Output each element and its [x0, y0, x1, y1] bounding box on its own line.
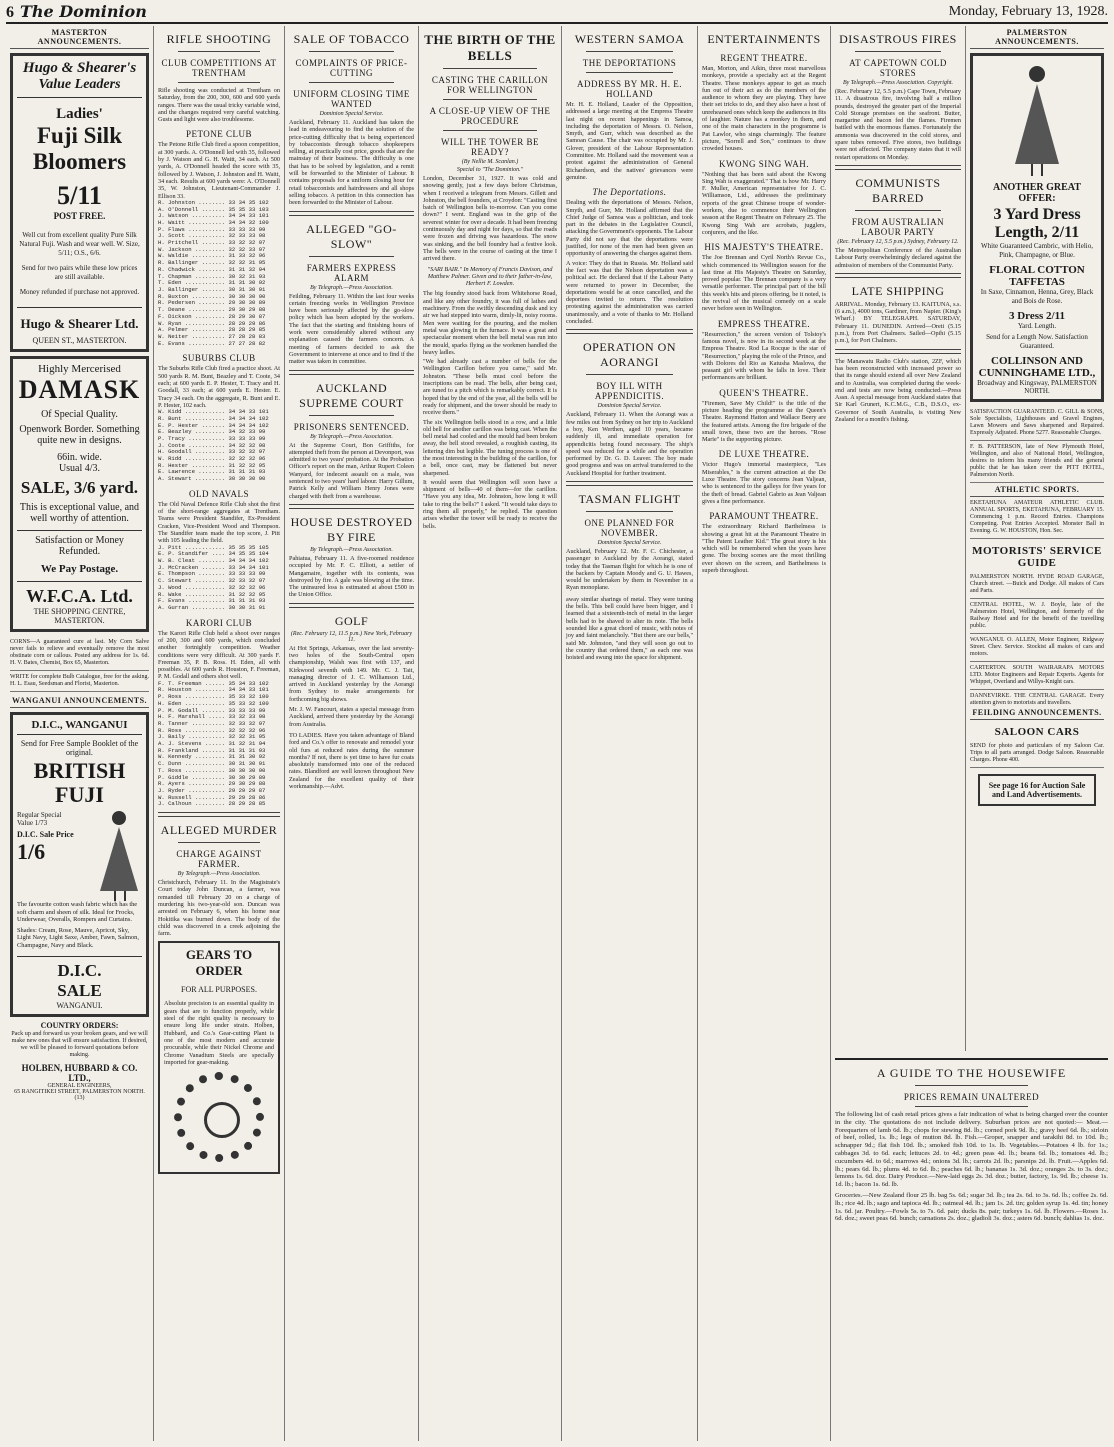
headline-alleged-murder: ALLEGED MURDER: [160, 823, 278, 838]
country-orders-title: COUNTRY ORDERS:: [40, 1020, 119, 1030]
headline-communists-barred: COMMUNISTS BARRED: [855, 175, 941, 205]
gear-icon: [174, 1072, 264, 1162]
motor-listing: PALMERSTON NORTH. HYDE ROAD GARAGE, Church street. —Buick and Dodge. All makes of Cars and Parts.: [970, 571, 1104, 599]
headline-birth-of-bells: THE BIRTH OF THE BELLS: [424, 32, 556, 63]
ad-product: BRITISH FUJI: [33, 758, 126, 807]
ad-postage: We Pay Postage.: [40, 563, 119, 575]
bells-text-2: The big foundry stood back from Whitehorse Road, and like any other foundry, it was full of lathes and machinery. From the swiftly descending dusk and icy air we had stepped into warm, dimly-lit, noisy rooms. Men were waiting for the pouring, and the molten metal was glowing in the furnace. It was a great and spectacular moment when the bell metal was run into the mould, sparks flying as the workmen handled the heavy ladles.: [423, 290, 557, 356]
headline-entertainments: ENTERTAINMENTS: [707, 32, 821, 46]
communists-text: The Metropolitan Conference of the Australian Labour Party overwhelmingly declared against the admission of members of the Communist Party.: [835, 246, 961, 269]
bells-text-3: "We had already cast a number of bells for the Wellington Carillon before you came," said Mr. Johnston. "These bells must cool before the inscriptions can be read. The bells, after being cast, are tuned to a pitch which is remarkably correct. It is hoped that by the end of the year, all the bells will be ready for shipment, and the tower should be ready to receive them.": [423, 358, 557, 417]
ad-address: QUEEN ST., MASTERTON.: [32, 336, 127, 345]
ad-price: 5/11: [57, 181, 102, 210]
shipping-text: ARRIVAL. Monday, February 13. KAITUNA, s.s. (6 a.m.), 4000 tons, Gardiner, from Napier. (King's Wharf.) BY TELEGRAPH. SATURDAY, February 11. DUNEDIN. Arrived—Oreti (5.15 p.m.), from Port Chalmers. Sailed—Opihi (5.15 p.m.), for Port Chalmers.: [835, 300, 961, 345]
ad-firm: W.F.C.A. Ltd.: [17, 581, 142, 607]
subhead-price-cutting: COMPLAINTS OF PRICE-CUTTING: [295, 58, 408, 78]
ad-usual-price: Usual 4/3.: [58, 463, 101, 474]
subhead-his-majestys: HIS MAJESTY'S THEATRE.: [704, 242, 824, 253]
to-ladies-text: TO LADIES. Have you taken advantage of Bland ford and Co.'s offer to renovate and remodel your old furs at reduced rates during the summer months? If not, there is yet time to have fur coats absolutely transformed into one of the reduced rates. Blandford are well known throughout New Zealand for the excellent quality of their workmanship.—Advt.: [289, 731, 414, 791]
subhead-paramount-theatre: PARAMOUNT THEATRE.: [709, 511, 819, 522]
ad-size: 66in. wide.: [57, 452, 102, 463]
ad-line: Send for Free Sample Booklet of the original.: [20, 739, 139, 757]
empress-text: "Resurrection," the screen version of Tolstoy's famous novel, is now in its second week at the Empress Theatre. Rod La Rocque is the star of "Resurrection," playing the role of the Prince, and with Dolores del Rio as Katusha Maslova, the peasant girl with whom he falls in love. Their performances are brilliant.: [702, 330, 826, 382]
tobacco-text: Auckland, February 11. Auckland has taken the lead in endeavouring to find the solution of the price-cutting difficulty that is being experienced by tobacconists through tobacco shopkeepers selling, at practically cost price, goods that are the mainstay of their business. The difficulty is one that has to be solved by legislation, and a remit will be forwarded to the Minister of Labour. It contains proposals for a uniform closing hour for retail tobacconists and hairdressers and all shops selling tobacco. A petition in this connection has been forwarded to the Minister of Labour.: [289, 119, 414, 207]
petone-scores: R. Johnston ........ 33 34 35 102 A. O'Donnell ....... 35 35 33 103 J. Watson .......... 34 34 33 101 H. Waitt ........... 34 34 32 100 P. Flaws ........... 33 33 33 99 J. Scott ........... 32 33 33 98 H. Pritchell ....... 33 32 32 97 W. Jackson ......... 32 32 33 97 W. Waldie .......... 31 33 32 96 R. Ballinger ....... 32 32 31 95 R. Chadwick ........ 31 31 32 94 T. Chapman ......... 30 32 31 93 T. Eden ............ 31 31 30 92 J. Ballinger ....... 30 31 30 91 R. Buxton .......... 30 30 30 90 R. Pedersen ........ 29 30 30 89 T. Deane ........... 29 30 29 88 F. Dickson ......... 28 29 30 87 W. Ryan ............ 28 29 29 86 A. Pelmer .......... 28 28 29 85 W. Neiter .......... 27 28 28 83 E. Evans ........... 27 27 28 82: [158, 198, 269, 347]
subhead-karori-club: KARORI CLUB: [185, 617, 253, 628]
fire-text: Pahiatua, February 11. A five-roomed residence occupied by Mr. F. C. Elliott, a settler of Mangamaire, together with its contents, was destroyed by fire. A gale was blowing at the time. The uninsured loss is estimated at about £500 in the Union Office.: [289, 554, 414, 599]
subhead-regent-theatre: REGENT THEATRE.: [720, 53, 808, 63]
suburbs-scores: W. Kidd ............ 34 34 33 101 R. Bunt ............ 34 34 34 102 E. P. Hester ....... 34 34 34 102 E. Beazley ......... 34 32 33 99 P. Tracy ........... 33 33 33 99 J. Coote ........... 34 32 32 98 H. Goodall ......... 33 32 32 97 W. Ridd ............ 32 32 32 96 R. Hester .......... 31 32 32 95 E. Lawrence ........ 31 31 31 93 A. Stewart ......... 30 30 30 90: [158, 408, 269, 483]
bells-text-4: The six Wellington bells stood in a row, and a little old bell for another carillon was being cast. When the bell metal had cooled and the mould had been broken away, the bell stood revealed, a roughish casting, its lettering dim but legible. The tuning process is one of the most interesting in the building of the carillon, for a bell, once cast, may be flattened but never sharpened.: [423, 418, 557, 477]
holben-firm: HOLBEN, HUBBARD & CO. LTD.,: [21, 1062, 138, 1083]
subhead-farmers-alarm: FARMERS EXPRESS ALARM: [306, 262, 397, 283]
byline: (Rec. February 12, 11.5 p.m.) New York, February 11.: [290, 630, 413, 643]
dic-wanganui-ad: [10, 712, 149, 1017]
subhead-queens-theatre: QUEEN'S THEATRE.: [719, 387, 809, 398]
rifle-intro: Rifle shooting was conducted at Trentham on Saturday, from the 200, 300, 600 and 600 yards ranges. There was the usual tricky variable wind, and the changes required very careful watching. Gusts and light were also troublesome.: [158, 87, 280, 124]
byline: By Telegraph.—Press Association.: [177, 871, 261, 878]
subhead-tower-ready: WILL THE TOWER BE READY?: [441, 137, 539, 157]
bells-text-5: It would seem that Wellington will soon have a shipment of bells—40 of them—for the carillon. "Have you any idea, Mr. Johnston, how long it will take to ring the bells?" I asked. "It would take days to ring them all properly," he replied. The question arises whether the tower will be ready to receive the bells.: [423, 478, 557, 530]
subhead-labour-party: FROM AUSTRALIAN LABOUR PARTY: [851, 216, 945, 237]
ad-product: FLORAL COTTON TAFFETAS: [989, 264, 1085, 288]
ad-town: WANGANUI.: [56, 1000, 103, 1010]
page-number: 6: [6, 4, 14, 21]
byline: By Telegraph.—Press Association.: [310, 284, 393, 291]
bells-text-1: London, December 31, 1927. It was cold and snowing gently, just a few days before Christmas, when I received a telegram from Messrs. Gillett and Johnston, the bell founders, at Croydon: "Casting first batch of Wellington bells to-morrow. Can you come down?" I went. England was in the grip of the severest winter for over a decade. It had been freezing continuously day and night for days, so that the roads were frozen and driving was hazardous. The snow was sinking, and the bell foundry had a festive look. The bells were in the course of casting at the time I arrived there.: [423, 175, 557, 263]
queens-text: "Firemen, Save My Child!" is the title of the picture heading the programme at the Queen's Theatre. Raymond Hatton and Wallace Beery are the featured artists. Among the fire brigade of the small town, these two are the heroes. "Rose Marie" is the supporting picture.: [702, 399, 826, 444]
feilding-section: [966, 706, 1108, 1026]
byline: By Telegraph.—Press Association.: [310, 433, 393, 440]
country-orders-text: Pack up and forward us your broken gears, and we will make new ones that will ensure satisfaction. If desired, we will be pleased to forward quotations before making.: [11, 1029, 148, 1059]
bells-inscription: "SARI BAIR." In Memory of Francis Davison, and Matthew Palmer. Given and to their father-in-law, Herbert F. Lowden.: [427, 265, 553, 288]
ad-price: 1/6: [17, 839, 46, 864]
headline-saloon-cars: SALOON CARS: [994, 726, 1080, 738]
subhead-old-navals: OLD NAVALS: [189, 488, 249, 499]
fancourt-text: Mr. J. W. Fancourt, states a special message from Auckland, arrived there yesterday by the Aorangi from Australia.: [289, 706, 414, 728]
subhead-prisoners-sentenced: PRISONERS SENTENCED.: [293, 421, 410, 432]
byline: By Telegraph.—Press Association. Copyright.: [842, 80, 954, 86]
byline: (Rec. February 12, 5.5 p.m.) Sydney, February 12.: [837, 238, 959, 245]
subhead-closing-time: UNIFORM CLOSING TIME WANTED: [293, 89, 410, 109]
ad-colours: Shades: Cream, Rose, Mauve, Apricot, Sky, Light Navy, Light Saxe, Amber, Fawn, Salmon, Champagne, Navy and Black.: [17, 926, 139, 949]
ad-title: ANOTHER GREAT OFFER:: [993, 182, 1081, 204]
ad-satisfaction: Satisfaction or Money Refunded.: [17, 530, 142, 557]
ad-subtitle: FOR ALL PURPOSES.: [181, 985, 257, 995]
author-byline: (By Nellie M. Scanlan.): [461, 159, 519, 165]
wfca-damask-ad: [10, 356, 149, 632]
ad-sale-label: D.I.C. Sale Price: [17, 830, 74, 839]
masthead: [6, 2, 1108, 24]
ad-sale-price: SALE, 3/6 yard.: [20, 478, 139, 497]
ad-description-3: Money refunded if purchase not approved.: [19, 288, 140, 296]
ad-firm: Hugo & Shearer Ltd.: [17, 307, 142, 332]
collinson-ad: [970, 53, 1104, 402]
ad-headline: 3 Yard Dress Length, 2/11: [993, 206, 1081, 241]
saloon-classified: SEND for photo and particulars of my Saloon Car. Trips to all parts arranged. Dodge Saloon. Reasonable Charges. Phone 400.: [970, 740, 1104, 768]
ad-send: Send for a Length Now. Satisfaction Guaranteed.: [986, 333, 1088, 350]
murder-text: Christchurch, February 11. In the Magistrate's Court today John Duncan, a farmer, was remanded till February 20 on a charge of murdering his two-year-old son. Duncan was arrested on February 6, when his home near Hokitika was burned down. The body of the child was discovered in a creek adjoining the farm.: [158, 879, 280, 938]
aorangi-text: Auckland, February 11. When the Aorangi was a few miles out from Sydney on her trip to Auckland a boy, Ken Werthen, aged 10 years, became suddenly ill, and immediate operation for appendicitis being found necessary. The ship's speed was reduced for a while and the operation performed by Dr. G. D. Leaver. The boy made good progress and was on arrival transferred to the Auckland Hospital for further treatment.: [566, 411, 693, 477]
golf-text: At Hot Springs, Arkansas, over the last seventy-two holes of the South-Central open championship, Walsh was first with 137, and Kirkwood seventh with 149. Mr. C. J. Tait, managing director of J. C. Williamson Ltd., arrived in Auckland yesterday by the Aorangi from Sydney to make arrangements for forthcoming big shows.: [289, 644, 414, 703]
motor-listing: DANNEVIRKE. THE CENTRAL GARAGE. Every attention given to motorists and travellers.: [970, 690, 1104, 706]
ad-text: Absolute precision is an essential quality in gears that are to function properly, while steel of the right quality is necessary to ensure long life under strain. Holben, Hubbard, and Co.'s Gear-cutting Plant is one of the most modern and accurate procurable, while their Nickel Chrome and Chrome Vanadium Steels are specially imported for gear-making.: [164, 1000, 274, 1066]
subhead-club-competitions: CLUB COMPETITIONS AT TRENTHAM: [161, 58, 277, 78]
headline-sale-of-tobacco: SALE OF TOBACCO: [293, 32, 410, 46]
samoa-text-3: A voice: They do that in Russia. Mr. Holland said the fact was that the Nelson deportation was a political act. He declared that if the Labour Party were returned to power in December, the deportations would be at once cancelled, and the deportees invited to return. The resolution protesting against the administration was carried unanimously, and a vote of thanks to Mr. Holland concluded.: [566, 259, 693, 326]
ad-tagline: Value Leaders: [17, 77, 142, 98]
ad-note: This is exceptional value, and well worthy of attention.: [19, 502, 140, 524]
ad-line: Openwork Border. Something quite new in designs.: [19, 424, 140, 446]
ad-line: Highly Mercerised: [38, 363, 121, 375]
karori-scores: F. T. Freeman ...... 35 34 33 102 R. Houston ......... 34 34 33 101 P. Ross ............ 35 33 32 100 H. Eden ............ 35 33 32 100 P. M. Godall ....... 33 33 33 99 H. F. Marshall ..... 33 32 33 98 R. Tanner .......... 32 33 32 97 R. Ross ............ 32 32 32 96 J. Baily ........... 32 32 31 95 A. J. Stevens ...... 31 32 31 94 R. Frankland ....... 31 31 31 93 W. Kennedy ......... 31 31 30 92 C. Dunn ............ 30 31 30 91 T. Ross ............ 30 30 30 90 P. Giddle .......... 30 30 29 89 R. Ayers ........... 29 30 29 88 J. Ryder ........... 29 29 29 87 W. Russell ......... 29 29 28 86 J. Calhoun ......... 28 29 28 85: [158, 679, 269, 808]
column-western-samoa: [562, 26, 698, 1441]
ad-regular-price: Regular Special Value 1/73: [17, 811, 62, 827]
subhead-casting-carillon: CASTING THE CARILLON FOR WELLINGTON: [431, 75, 549, 95]
headline-housewife-guide: A GUIDE TO THE HOUSEWIFE: [876, 1066, 1067, 1080]
ad-price-unit: Yard. Length.: [1017, 322, 1057, 330]
subhead-appendicitis: BOY ILL WITH APPENDICITIS.: [594, 381, 665, 402]
subhead-empress-theatre: EMPRESS THEATRE.: [717, 318, 811, 329]
go-slow-text: Feilding, February 11. Within the last four weeks certain freezing works in Wellington Province have been seriously affected by the go-slow policy which has been adopted by the workers. The fact that the starting and finishing hours of work were considerably altered without any explanation caused the farmers concern. A meeting of farmers decided to ask the Government to intervene at once and to find if the matter was taken in committee.: [289, 292, 414, 366]
headline-disastrous-fires: DISASTROUS FIRES: [839, 32, 957, 46]
headline-tasman-flight: TASMAN FLIGHT: [578, 491, 681, 506]
byline: Dominion Special Service.: [597, 403, 662, 410]
petone-text: The Petone Rifle Club fired a spoon competition, at 300 yards. A. O'Donnell led with 35, followed by J. Watson and G. H. Waitt, 34 each. At 500 yards, A. O'Donnell headed the score with 35, followed by J. Watson, J. Johnston and H. Waitt, 34 each. Results at 600 yards were: A. O'Donnell 35, W. Johnston, Lieutenant-Commander J. Ellison 33.: [158, 141, 281, 200]
section-masterton: MASTERTON ANNOUNCEMENTS.: [10, 26, 149, 49]
subhead-prices: PRICES REMAIN UNALTERED: [903, 1092, 1040, 1102]
ad-colours: In Saxe, Cinnamon, Henna, Grey, Black and Bois de Rose.: [980, 288, 1094, 305]
section-athletic: ATHLETIC SPORTS.: [970, 483, 1104, 497]
housewife-guide: [835, 1058, 1108, 1441]
karori-text: The Karori Rifle Club held a shoot over ranges of 200, 300 and 600 yards, which concluded another fortnightly competition. Weather conditions were very difficult. At 300 yards F. Freeman 35, P. B. Ross. H. Eden, all with possibles. At 600 yards R. Houston, F. Freeman, P. M. Godall and others shot well.: [158, 629, 280, 681]
headline-supreme-court: AUCKLAND SUPREME COURT: [299, 380, 404, 410]
eketahuna-classified: EKETAHUNA AMATEUR ATHLETIC CLUB. ANNUAL SPORTS, EKETAHUNA, FEBRUARY 15. Commencing 1 p.m. Record Entries. Champions Competing. Post Entries Accepted. Monster Ball in Evening. G. W. HOUSTON, Hon. Sec.: [970, 497, 1104, 539]
court-text: At the Supreme Court, Bon Griffiths, for attempted theft from the person at Devonport, was admitted to two years' probation. At the Probation Officer's report on the man, Arthur Rupert Coleen Wanyard, for indecent assault on a male, was sentenced to two years' hard labour. Harry Gillum, Patrick Kelly and William Henry Jones were charged with theft from a warehouse.: [289, 441, 415, 500]
column-bells: [419, 26, 562, 1441]
kwong-text: "Nothing that has been said about the Kwong Sing Wah is exaggerated." That is how Mr. Harry F. Muller, American representative for J. C. Williamson, Ltd., addresses the preliminary reports of the great Chinese troupe of wonder-workers, due to commence their Wellington season at the Regent Theatre on February 25. The Kwong Sing Wah are acrobats, jugglers, conjurers, and the like.: [702, 170, 826, 236]
section-palmerston: PALMERSTON ANNOUNCEMENTS.: [970, 26, 1104, 49]
byline: By Telegraph.—Press Association.: [310, 546, 393, 553]
ad-subtitle: THE SHOPPING CENTRE,: [33, 607, 126, 616]
ad-address: Broadway and Kingsway, PALMERSTON NORTH.: [977, 379, 1097, 395]
headline-motorists-guide: MOTORISTS' SERVICE GUIDE: [972, 545, 1102, 569]
ad-post-free: POST FREE.: [53, 211, 106, 221]
motor-listing: CARTERTON. SOUTH WAIRARAPA MOTORS LTD. Motor Engineers and Repair Experts. Agents for Whippet, Overland and Willys-Knight cars.: [970, 662, 1104, 690]
subhead-holland-address: ADDRESS BY MR. H. E. HOLLAND: [577, 79, 682, 99]
subhead-kwong-sing-wah: KWONG SING WAH.: [718, 158, 810, 169]
guide-text: The following list of cash retail prices gives a fair indication of what is being charged over the counter in the city. The quotations do not include delivery. Suburban prices are not quoted:— Meat.—Forequarters of lamb 6d. lb.; chops for stewing 8d. lb.; corned pork 9d. lb.; gravy beef 6d. lb.; sirloin of beef, rolled, 1s. lb.; legs of mutton 8d. lb. Fish.—Groper, snapper and tarakihi 8d. to 10d. lb.; schnapper 9d.; flat fish 10d. lb.; smoked fish 10d. to 1s. lb. Vegetables.—Potatoes 4 lb. for 1s.; cabbages 3d. to 6d. each; lettuces 2d. to 4d.; green peas 4d. lb.; beans 6d. lb.; tomatoes 4d. lb.; cucumbers 4d. to 6d.; marrows 4d.; onions 3d. lb.; carrots 2d. lb.; parsnips 2d. lb. Fruit.—Apples 6d. lb.; pears 6d. lb.; plums 4d. to 6d. lb.; peaches 6d. lb.; bananas 1s. 3d. doz.; oranges 2s. to 3s. doz.; lemons 1s. 6d. doz. Dairy Produce.—New-laid eggs 2s. 3d. doz.; butter, factory, 1s. 9d. lb.; cheese 1s. 1d. lb.; bacon 1s. 6d. lb.: [835, 1111, 1108, 1189]
headline-golf: GOLF: [334, 613, 369, 628]
old-navals-text: The Old Naval Defence Rifle Club shot the first of the short-range aggregates at Trentham. Teams were President Standifer, Ex-President Cracken, Vice-President Wood and Thompson. The Standifer team made the top score, J. Pitt with 105 leading the field.: [158, 500, 280, 545]
byline: Dominion Special Service.: [597, 539, 662, 546]
ad-item: Ladies': [56, 106, 103, 122]
ad-sale-banner: SALE: [57, 980, 102, 1000]
regent-text: Man, Morton, and Aikin, three most marvellous monkeys, provide a specialty act at the Regent Theatre. These monkeys appear to get as much fun out of their act as do the members of the audience to whom they are playing. They have their set tricks to do, and they also have a host of unrehearsed ones which keep the audiences in fits of laughter. Nature has a monkey in them, and one of the main characters in the programme is Pat Lawlor, who sings charmingly. The feature picture, "Sorrell and Son," continues to draw crowded houses.: [702, 65, 826, 153]
samoa-text-2: Dealing with the deportations of Messrs. Nelson, Smyth, and Gurr, Mr. Holland affirmed that the Chief Judge of Samoa was a politician, and took part in the debates in the Legislative Council, attacking the Government's opponents. The Labour Party did not say that the deportations were justified, for none of the men had been given an opportunity of answering the charges against them.: [566, 199, 693, 258]
subhead-november: ONE PLANNED FOR NOVEMBER.: [584, 517, 675, 538]
tasman-text: Auckland, February 12. Mr. F. C. Chichester, a passenger to Auckland by the Aorangi, stated today that the Tasman flight for which he is one of the backers by Captain Moody and G. U. Hawes, would be undertaken by them in November in a Ryan monoplane.: [566, 547, 693, 592]
bulb-classified: WRITE for complete Bulb Catalogue, free for the asking. H. L. Esau, Seedsman and Florist, Masterton.: [10, 671, 149, 692]
ad-line: Of Special Quality.: [41, 409, 118, 420]
ad-brand: Hugo & Shearer's: [22, 60, 137, 76]
ad-title: GEARS TO ORDER: [185, 947, 253, 979]
ad-brand: D.I.C., WANGANUI: [17, 719, 142, 735]
headline-rifle-shooting: RIFLE SHOOTING: [166, 32, 272, 46]
subhead-capetown: AT CAPETOWN COLD STORES: [849, 58, 947, 78]
subhead-deportations: THE DEPORTATIONS: [582, 58, 677, 68]
gill-classified: SATISFACTION GUARANTEED. C. GILL & SONS, Sole Specialists, Lighthouses and Gravel Engines, Lawn Mowers and Saws sharpened and Repaired. Expressly Adjusted. Phone 5277. Reasonable Charges.: [970, 406, 1104, 441]
ad-price: 3 Dress 2/11: [1008, 310, 1066, 322]
his-majestys-text: The Joe Brennan and Cyril North's Revue Co., which commenced its Wellington season for the last time at His Majesty's Theatre on Saturday, proved popular. The Brennan company is a very versatile performer. The principal part of the bill this week's hits and pieces offering, be it noted, is the revival of the musical comedy on a scale never before seen in Wellington.: [702, 254, 826, 313]
ad-firm: COLLINSON AND CUNNINGHAME LTD.,: [978, 355, 1096, 379]
subhead-the-deportations: The Deportations.: [592, 187, 667, 198]
column-palmerston: [966, 26, 1108, 706]
column-entertainments: [698, 26, 831, 1441]
auction-notice: See page 16 for Auction Sale and Land Advertisements.: [978, 774, 1096, 806]
subhead-suburbs-club: SUBURBS CLUB: [182, 353, 256, 364]
headline-go-slow: ALLEGED "GO-SLOW": [306, 221, 397, 251]
ad-product: Fuji Silk Bloomers: [32, 123, 127, 174]
ad-description: The favourite cotton wash fabric which has the soft charm and sheen of silk. Ideal for Frocks, Underwear, Overalls, Rompers and Curtains.: [17, 901, 138, 924]
patterson-classified: F. B. PATTERSON, late of New Plymouth Hotel, Wellington, and also of National Hotel, Wellington, desires to inform his many friends and the general public that he has taken over the PITT HOTEL, Palmerston North.: [970, 441, 1104, 483]
ad-firm: D.I.C.: [17, 956, 142, 981]
fashion-figure-icon: [1009, 66, 1065, 176]
column-news: [831, 26, 966, 1051]
ad-product: DAMASK: [18, 375, 141, 404]
special-byline: Special to "The Dominion.": [456, 167, 524, 173]
issue-date: Monday, February 13, 1928.: [948, 4, 1108, 19]
subhead-petone-club: PETONE CLUB: [185, 129, 253, 140]
holben-subtitle: GENERAL ENGINEERS,: [47, 1082, 112, 1089]
subhead-charge-against-farmer: CHARGE AGAINST FARMER.: [176, 849, 262, 870]
corns-classified: CORNS—A guaranteed cure at last. My Corn Salve never fails to relieve and eventually remove the most obstinate corn or callous. Posted any address for 1s. 6d. H. V. Bates, Chemist, Box 65, Masterton.: [10, 636, 149, 671]
subhead-close-up-view: A CLOSE-UP VIEW OF THE PROCEDURE: [429, 106, 551, 126]
motor-listing: CENTRAL HOTEL, W. J. Boyle, late of the Palmerston Hotel, Wellington, and formerly of the Railway Hotel and for the benefit of the travelling public.: [970, 599, 1104, 634]
column-tobacco: [285, 26, 419, 1441]
samoa-text-1: Mr. H. E. Holland, Leader of the Opposition, addressed a large meeting at the Empress Theatre last night on recent happenings in Samoa, including the deportation of Messrs. O. Nelson, Smyth, and Gurr, which was described as the Samoan Cause. The chair was occupied by Mr. J. Glover, president of the Labour Representation Committee. Mr. Holland said the movement was a protest against the administration of General Richardson, and the natives' grievances were genuine.: [566, 101, 693, 181]
ad-description: Well cut from excellent quality Pure Silk Natural Fuji. Wash and wear well. W. Size, 5/11; O.S., 6/6.: [19, 231, 140, 257]
fires-text: (Rec. February 12, 5.5 p.m.) Cape Town, February 11. A disastrous fire, involving half a million pounds, destroyed the greater part of the Imperial Cold Storage premises on the seafront. Butter, margarine and bacon fed the flames. Firemen battled with the enormous flames. Fortunately the ammonia was discovered in the cold stores, and spare tubes removed. Five stores, two buildings were not affected. The company states that it will restart operations on Monday.: [835, 88, 961, 161]
gears-ad: [158, 941, 280, 1174]
radio-text: The Manawatu Radio Club's station, 2ZF, which has been reconstructed with increased power so that its range should extend all over New Zealand and to Australia, was completed during the week-end and tests are now being conducted.—Press Assn. A special message from Auckland states that Sir Karl Grunert, K.C.M.G., C.B., D.S.O., ex-Governor of South Australia, is visiting New Zealand for a month's fishing.: [835, 357, 961, 424]
bells-continued-text: away similar sharings of metal. They were tuning the bells. This bell could have been bigger, and I learned that a sixteenth-inch of metal in the larger bells had to be shaved to alter its note. The bells sounded like a great chord of music, with notes of joy and faint melancholy. "But there are our bells," said Mr. Johnston, "and they will soon go out to the country that ordered them," as each one was hoisted and swung into the space for shipment.: [566, 595, 693, 662]
ad-description-2: Send for two pairs while these low prices are still available.: [21, 264, 138, 281]
subhead-de-luxe-theatre: DE LUXE THEATRE.: [718, 449, 810, 460]
headline-late-shipping: LATE SHIPPING: [851, 283, 945, 298]
ad-description: White Guaranteed Cambric, with Helio, Pink, Champagne, or Blue.: [981, 242, 1093, 259]
de-luxe-text: Victor Hugo's immortal masterpiece, "Les Miserables," is the current attraction at the De Luxe Theatre. The story concerns Jean Valjean, who is sentenced to the galleys for five years for the theft of bread. Gabriel Gabrio as Jean Valjean gives a fine performance.: [702, 461, 826, 505]
headline-operation-aorangi: OPERATION ON AORANGI: [583, 340, 676, 370]
hugo-shearer-ad: [10, 53, 149, 352]
section-wanganui: WANGANUI ANNOUNCEMENTS.: [10, 694, 149, 708]
headline-house-fire: HOUSE DESTROYED BY FIRE: [290, 514, 413, 544]
column-rifle-shooting: [154, 26, 285, 1441]
guide-text-2: Groceries.—New Zealand flour 25 lb. bag 5s. 6d.; sugar 3d. lb.; tea 2s. 6d. to 3s. 6d. lb.; coffee 2s. 6d. lb.; rice 4d. lb.; sago and tapioca 4d. lb.; oatmeal 4d. lb.; jam 1s. 2d. tin; golden syrup 1s. 4d. tin; honey 1s. 6d. jar. Poultry.—Fowls 5s. to 7s. 6d. pair; ducks 8s. pair; turkeys 1s. 6d. lb. Flowers.—Roses 1s. 6d. doz.; sweet peas 6d. bunch; carnations 2s. doz.; gladioli 3s. doz.; asters 6d. bunch; dahlias 1s. doz.: [835, 1191, 1108, 1223]
old-navals-scores: J. Pitt ............ 35 35 35 105 E. P. Standifer .... 34 35 35 104 W. B. Cleat ........ 34 34 34 102 J. McCracken ....... 33 34 34 101 E. Thompson ........ 33 33 33 99 C. Stewart ......... 32 33 32 97 J. Wood ............ 32 32 32 96 R. Wake ............ 31 32 32 95 F. Evans ........... 31 31 31 93 A. Gurran .......... 30 30 31 91: [158, 543, 269, 611]
headline-western-samoa: WESTERN SAMOA: [574, 32, 685, 46]
paramount-text: The extraordinary Richard Barthelmess is showing a great hit at the Paramount Theatre in "The Patent Leather Kid." The great story is his which will be remembered when the years have gone. The boxing scenes are the most thrilling ever shown on the screen, and Barthelmess is superb throughout.: [702, 523, 826, 575]
newspaper-title: The Dominion: [20, 2, 147, 21]
fashion-figure-icon: [98, 811, 142, 901]
column-masterton: [6, 26, 154, 1441]
byline: Dominion Special Service.: [319, 111, 384, 117]
motor-listing: WANGANUI. O. ALLEN, Motor Engineer, Ridgway Street. Chev. Service. Stockist all makes of cars and motors.: [970, 634, 1104, 662]
holben-address: 65 RANGITIKEI STREET, PALMERSTON NORTH. (13): [14, 1088, 145, 1101]
section-feilding: FEILDING ANNOUNCEMENTS.: [970, 706, 1104, 720]
suburbs-text: The Suburbs Rifle Club fired a practice shoot. At 500 yards R. M. Bunt, Beazley and T. Coote, 34 each; at 600 yards E. P. Hester, T. Tracy and H. Goodall, 33 each; at 600 yards E. Hester. E. Tracy 34 each. On the aggregate, R. Bunt and E. P. Hester, 102 each.: [158, 365, 280, 409]
ad-town: MASTERTON.: [54, 616, 105, 625]
